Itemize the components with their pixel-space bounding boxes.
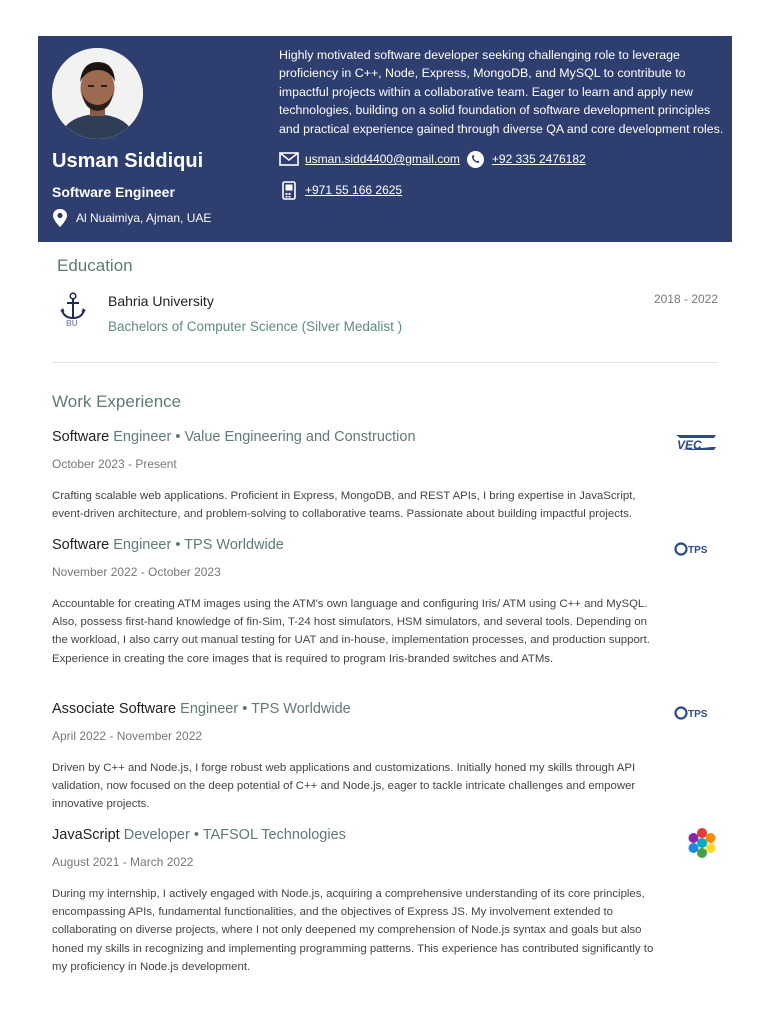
education-dates: 2018 - 2022 xyxy=(653,292,718,306)
profile-location xyxy=(52,209,211,227)
section-divider xyxy=(52,362,718,363)
job-title xyxy=(52,701,718,721)
location-pin-icon xyxy=(52,209,68,227)
contact-row-primary xyxy=(279,150,586,168)
work-heading: Work Experience xyxy=(52,392,182,411)
job-title-company: Engineer • TPS Worldwide xyxy=(176,701,351,717)
vec-logo-icon xyxy=(674,429,718,453)
job-description: Accountable for creating ATM images using the ATM's own language and configuring Iris/ ATM using C++ and MySQL. Also, possess first-hand knowledge of fin-Sim, T-24 host simulators, HSM simulators, and several tools. Depending on the workload, I also carry out manual testing for UAT and in-house, implementation processes, and production support. Experience in creating the core images that is required to program Iris-branded switches and ATMs. xyxy=(52,598,650,665)
mobile-phone-icon xyxy=(279,181,299,199)
tps-logo-text: TPS xyxy=(688,709,708,720)
company-logo-vec xyxy=(674,429,718,453)
job-entry xyxy=(52,827,718,973)
job-entry xyxy=(52,429,718,521)
vec-logo-text: VEC xyxy=(677,438,702,452)
education-school: Bahria University xyxy=(108,293,214,309)
tps-logo-icon xyxy=(674,701,718,725)
job-description: During my internship, I actively engaged with Node.js, acquiring a comprehensive understanding of its core principles, encompassing APIs, fundamental functionalities, and the objectives of Express JS. My involvement extended to collaborating on diverse projects, where I not only deepened my comprehension of Node.js syntax and goals but also honed my skills in recognizing and implementing programming patterns. This experience has contributed significantly to my proficiency in Node.js development. xyxy=(52,888,654,973)
job-description: Driven by C++ and Node.js, I forge robust web applications and customizations. Initially honed my skills through API validation, now focused on the deep potential of C++ and Node.js, eager to tackle intricate challenges and empower innovative projects. xyxy=(52,762,636,811)
phone-link[interactable]: +971 55 166 2625 xyxy=(305,183,403,197)
avatar-image xyxy=(52,48,143,139)
job-title-company: Engineer • TPS Worldwide xyxy=(109,537,284,553)
job-dates: October 2023 - Present xyxy=(52,457,177,471)
company-logo-tps xyxy=(674,701,718,725)
profile-role: Software Engineer xyxy=(52,184,175,200)
job-entry xyxy=(52,701,718,811)
job-title xyxy=(52,537,718,557)
company-logo-tps xyxy=(674,537,718,561)
job-title-main: Associate Software xyxy=(52,701,177,717)
education-degree: Bachelors of Computer Science (Silver Medalist ) xyxy=(108,319,403,334)
job-title-company: Engineer • Value Engineering and Construction xyxy=(109,429,416,445)
job-description: Crafting scalable web applications. Proficient in Express, MongoDB, and REST APIs, I bring expertise in JavaScript, event-driven architecture, and problem-solving to collaborative teams. Passionate about building impactful projects. xyxy=(52,490,636,521)
university-logo xyxy=(58,292,88,330)
whatsapp-link[interactable]: +92 335 2476182 xyxy=(491,152,586,166)
university-logo-text: BU xyxy=(66,319,78,328)
email-link[interactable]: usman.sidd4400@gmail.com xyxy=(305,152,460,166)
job-title-company: Developer • TAFSOL Technologies xyxy=(119,827,346,843)
job-entry xyxy=(52,537,718,665)
location-text: Al Nuaimiya, Ajman, UAE xyxy=(76,211,212,225)
job-title-main: Software xyxy=(52,537,110,553)
profile-summary: Highly motivated software developer seeking challenging role to leverage proficiency in C++, Node, Express, MongoDB, and MySQL to contribute to impactful projects within a collaborative team. Eager to learn and apply new technologies, building on a solid foundation of software development principles and practical experience gained through diverse QA and core development roles. xyxy=(279,48,724,136)
job-dates: November 2022 - October 2023 xyxy=(52,565,221,579)
job-dates: August 2021 - March 2022 xyxy=(52,855,194,869)
profile-header xyxy=(38,36,732,242)
job-title-main: JavaScript xyxy=(52,827,120,843)
job-dates: April 2022 - November 2022 xyxy=(52,729,203,743)
avatar xyxy=(52,48,143,139)
company-logo-tafsol xyxy=(674,825,718,861)
job-title-main: Software xyxy=(52,429,110,445)
job-title xyxy=(52,429,718,449)
profile-name: Usman Siddiqui xyxy=(52,150,204,172)
tps-logo-text: TPS xyxy=(688,545,708,556)
flower-logo-icon xyxy=(674,825,718,861)
education-heading: Education xyxy=(57,256,133,275)
tps-logo-icon xyxy=(674,537,718,561)
mail-icon xyxy=(279,150,299,168)
contact-row-secondary xyxy=(279,181,402,199)
whatsapp-icon xyxy=(466,150,486,168)
job-title xyxy=(52,827,718,847)
